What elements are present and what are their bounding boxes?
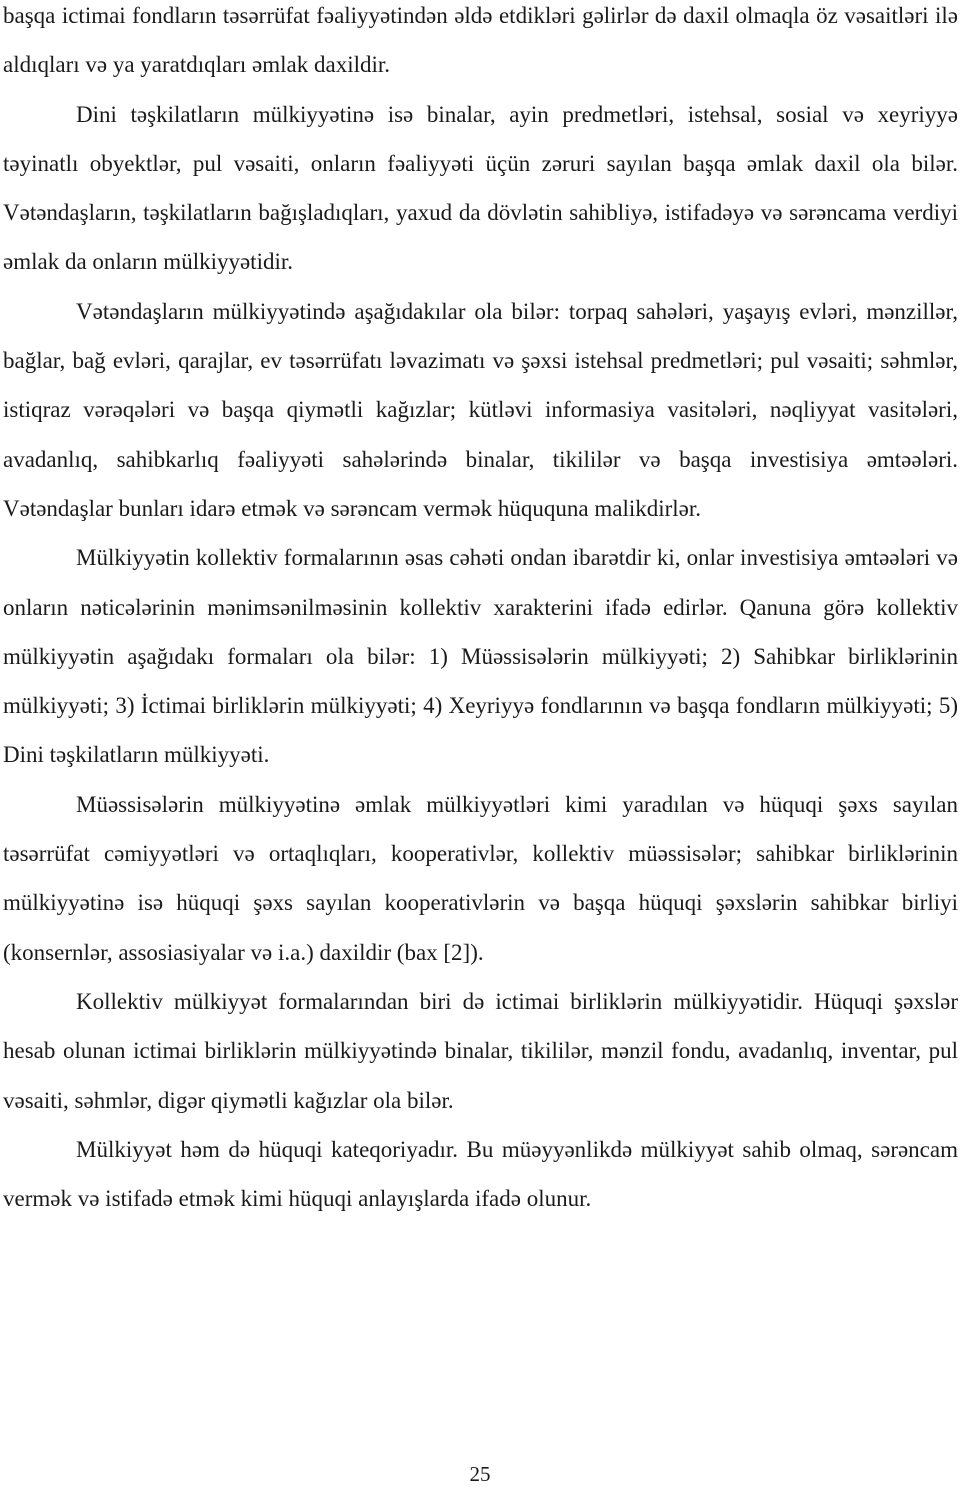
paragraph-religious-organizations: Dini təşkilatların mülkiyyətinə isə binalar, ayin predmetləri, istehsal, sosial və xeyriyyə təyinatlı obyektlər, pul vəsaiti, onların fəaliyyəti üçün zəruri sayılan başqa əmlak daxil ola bilər. Vətəndaşların, təşkilatların bağışladıqları, yaxud da dövlətin sahibliyə, istifadəyə və sərəncama verdiyi əmlak da onların mülkiyyətidir. xyxy=(3,101,958,275)
page-number: 25 xyxy=(469,1462,491,1486)
paragraph-continuation: başqa ictimai fondların təsərrüfat fəaliyyətindən əldə etdikləri gəlirlər də daxil olmaqla öz vəsaitləri ilə aldıqları və ya yaratdıqları əmlak daxildir. xyxy=(3,3,958,78)
paragraph-enterprises-property: Müəssisələrin mülkiyyətinə əmlak mülkiyyətləri kimi yaradılan və hüquqi şəxs sayılan təsərrüfat cəmiyyətləri və ortaqlıqları, kooperativlər, kollektiv müəssisələr; sahibkar birliklərinin mülkiyyətinə isə hüquqi şəxs sayılan kooperativlərin və başqa hüquqi şəxslərin sahibkar birliyi (konsernlər, assosiasiyalar və i.a.) daxildir (bax [2]). xyxy=(3,791,958,965)
paragraph-public-associations: Kollektiv mülkiyyət formalarından biri də ictimai birliklərin mülkiyyətidir. Hüquqi şəxslər hesab olunan ictimai birliklərin mülkiyyətində binalar, tikililər, mənzil fondu, avadanlıq, inventar, pul vəsaiti, səhmlər, digər qiymətli kağızlar ola bilər. xyxy=(3,988,958,1113)
paragraph-collective-forms: Mülkiyyətin kollektiv formalarının əsas cəhəti ondan ibarətdir ki, onlar investisiya əmtəələri və onların nəticələrinin mənimsənilməsinin kollektiv xarakterini ifadə edirlər. Qanuna görə kollektiv mülkiyyətin aşağıdakı formaları ola bilər: 1) Müəssisələrin mülkiyyəti; 2) Sahibkar birliklərinin mülkiyyəti; 3) İctimai birliklərin mülkiyyəti; 4) Xeyriyyə fondlarının və başqa fondların mülkiyyəti; 5) Dini təşkilatların mülkiyyəti. xyxy=(3,545,958,768)
document-body xyxy=(3,0,958,1223)
paragraph-citizens-property: Vətəndaşların mülkiyyətində aşağıdakılar ola bilər: torpaq sahələri, yaşayış evləri, mənzillər, bağlar, bağ evləri, qarajlar, ev təsərrüfatı ləvazimatı və şəxsi istehsal predmetləri; pul vəsaiti; səhmlər, istiqraz vərəqələri və başqa qiymətli kağızlar; kütləvi informasiya vasitələri, nəqliyyat vasitələri, avadanlıq, sahibkarlıq fəaliyyəti sahələrində binalar, tikililər və başqa investisiya əmtəələri. Vətəndaşlar bunları idarə etmək və sərəncam vermək hüququna malikdirlər. xyxy=(3,298,958,521)
paragraph-legal-category: Mülkiyyət həm də hüquqi kateqoriyadır. Bu müəyyənlikdə mülkiyyət sahib olmaq, sərəncam vermək və istifadə etmək kimi hüquqi anlayışlarda ifadə olunur. xyxy=(3,1136,958,1212)
